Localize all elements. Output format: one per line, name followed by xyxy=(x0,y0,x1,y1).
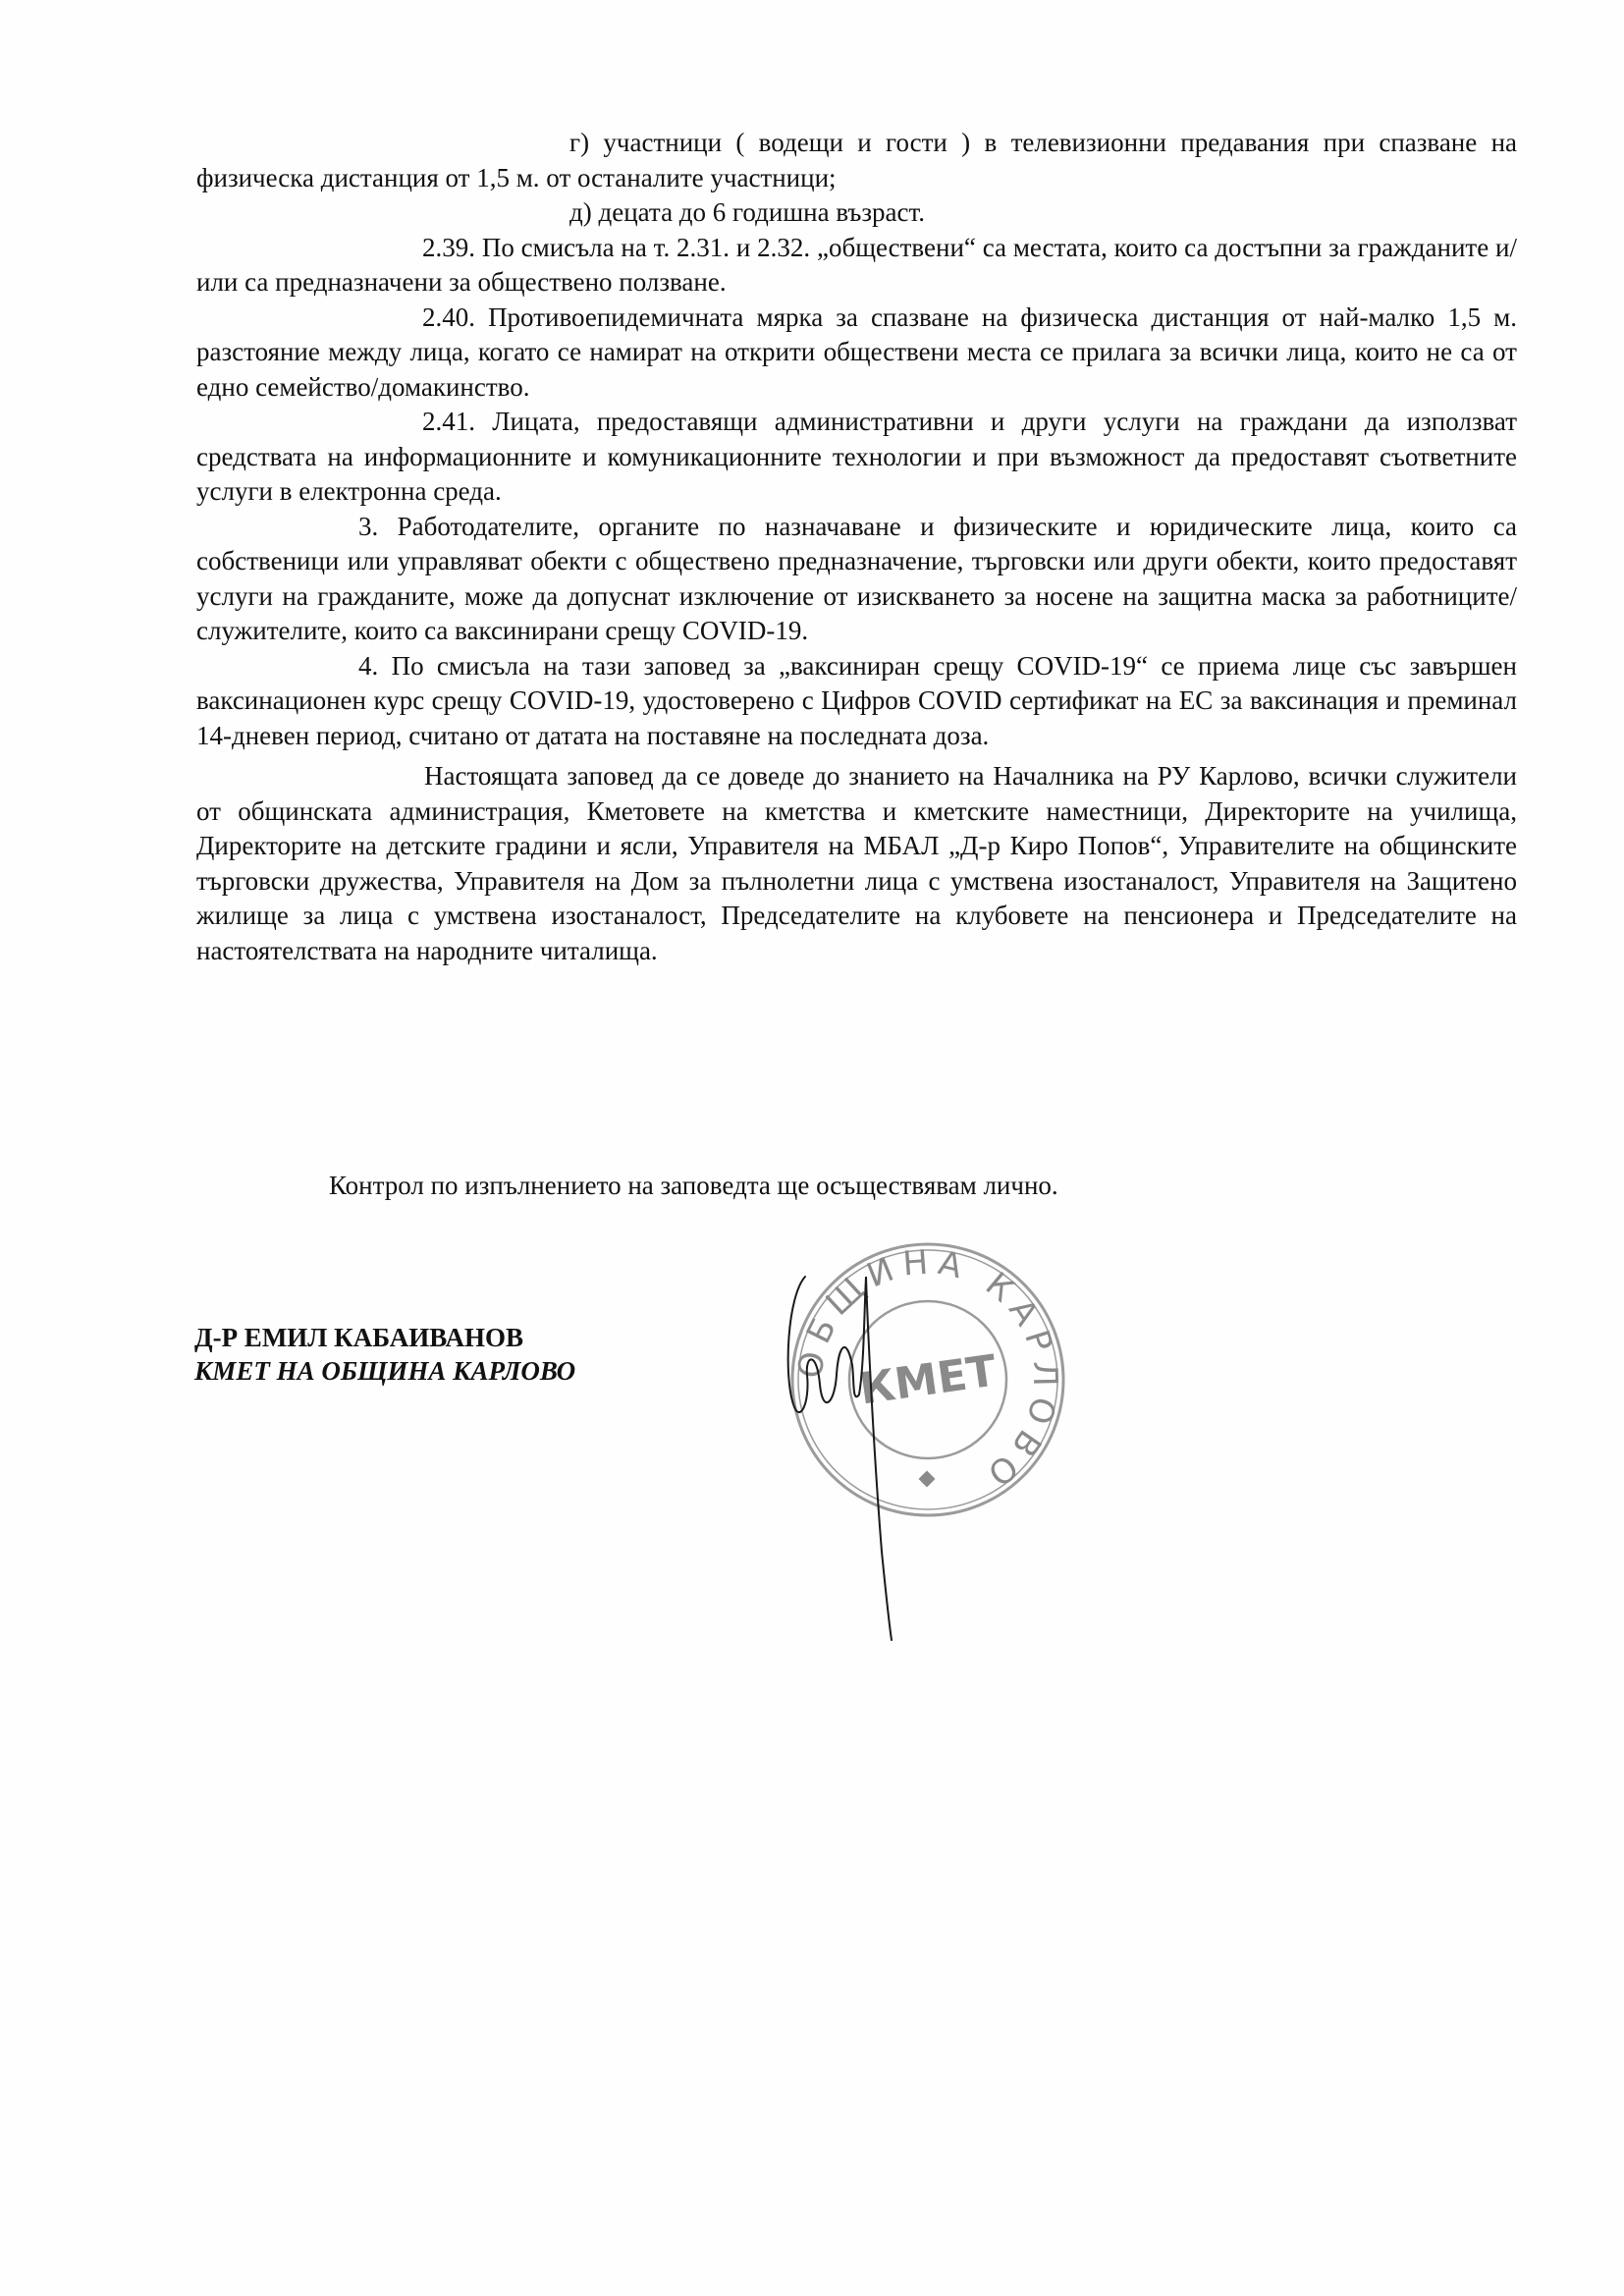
signature-stroke xyxy=(788,1277,892,1640)
paragraph-2-40: 2.40. Противоепидемичната мярка за спазване на физическа дистанция от най-малко 1,5 м. разстояние между лица, когато се намират на открити обществени места се прилага за всички лица, които не са от едно семейство/домакинство. xyxy=(196,301,1517,402)
paragraph-item-d: д) децата до 6 годишна възраст. xyxy=(569,197,926,227)
notice-paragraph: Настоящата заповед да се доведе до знанието на Началника на РУ Карлово, всички служители от общинската администрация, Кметовете на кметства и кметските наместници, Директорите на училища, Директорите на детските градини и ясли, Управителя на МБАЛ „Д-р Киро Попов“, Управителите на общинските търговски дружества, Управителя на Дом за пълнолетни лица с умствена изостаналост, Управителя на Защитено жилище за лица с умствена изостаналост, Председателите на клубовете на пенсионера и Председателите на настоятелствата на народните читалища. xyxy=(196,761,1517,965)
signatory-title: КМЕТ НА ОБЩИНА КАРЛОВО xyxy=(194,1356,576,1386)
paragraph-2-39: 2.39. По смисъла на т. 2.31. и 2.32. „обществени“ са местата, които са достъпни за гражданите и/или са предназначени за обществено ползване. xyxy=(196,232,1517,297)
paragraph-4: 4. По смисъла на тази заповед за „ваксиниран срещу COVID-19“ се приема лице със завършен ваксинационен курс срещу COVID-19, удостоверено с Цифров COVID сертификат на ЕС за ваксинация и преминал 14-дневен период, считано от датата на поставяне на последната доза. xyxy=(196,650,1517,750)
paragraph-3: 3. Работодателите, органите по назначаване и физическите и юридическите лица, които са собственици или управляват обекти с обществено предназначение, търговски или други обекти, които предоставят услуги на гражданите, може да допуснат изключение от изискването за носене на защитна маска за работниците/служителите, които са ваксинирани срещу COVID-19. xyxy=(196,511,1517,645)
paragraph-2-41: 2.41. Лицата, предоставящи административни и други услуги на граждани да използват средствата на информационните и комуникационните технологии и при възможност да предоставят съответните услуги в електронна среда. xyxy=(196,407,1517,506)
handwritten-signature xyxy=(766,1257,962,1650)
control-statement: Контрол по изпълнението на заповедта ще осъществявам лично. xyxy=(329,1171,1058,1200)
order-body xyxy=(196,126,1517,968)
stamp-center-text: КМЕТ xyxy=(856,1345,1000,1415)
signatory-name: Д-Р ЕМИЛ КАБАИВАНОВ xyxy=(194,1323,524,1352)
stamp-ring-text: ОБЩИНА КАРЛОВО xyxy=(790,1242,1065,1499)
paragraph-item-g: г) участници ( водещи и гости ) в телевизионни предавания при спазване на физическа дистанция от 1,5 м. от останалите участници; xyxy=(196,128,1517,192)
